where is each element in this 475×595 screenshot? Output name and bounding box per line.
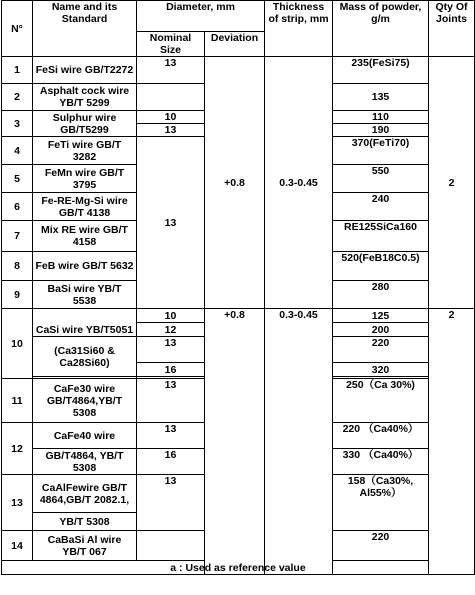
row-name: CaAlFewire GB/T 4864,GB/T 2082.1, xyxy=(33,475,137,513)
header-qty: Qty Of Joints xyxy=(429,1,475,57)
row-no: 1 xyxy=(2,57,33,84)
row-no: 10 xyxy=(2,309,33,379)
row-mass: 125 xyxy=(333,309,429,323)
row-nominal-size: 10 xyxy=(137,111,205,124)
table-row xyxy=(2,57,475,84)
footnote: a : Used as reference value xyxy=(2,561,475,575)
header-name: Name and its Standard xyxy=(33,1,137,57)
row-nominal-size: 13 xyxy=(137,475,205,531)
row-name: CaFe30 wire GB/T4864,YB/T 5308 xyxy=(33,379,137,423)
row-no: 2 xyxy=(2,84,33,111)
row-name: CaSi wire YB/T5051 xyxy=(33,309,137,337)
row-nominal-size: 13 xyxy=(137,423,205,449)
row-nominal-size: 13 xyxy=(137,379,205,423)
row-mass: 190 xyxy=(333,124,429,137)
group2-thickness: 0.3-0.45 xyxy=(265,309,333,575)
row-mass: 330 （Ca40%） xyxy=(333,449,429,475)
row-mass: 250（Ca 30%) xyxy=(333,379,429,423)
row-nominal-size: 16 xyxy=(137,449,205,475)
row-name-sub: (Ca31Si60 & Ca28Si60) xyxy=(33,337,137,377)
header-row xyxy=(2,1,475,32)
row-mass: 200 xyxy=(333,323,429,337)
header-mass: Mass of powder, g/m xyxy=(333,1,429,57)
header-thickness: Thickness of strip, mm xyxy=(265,1,333,57)
header-deviation: Deviation xyxy=(205,32,265,57)
row-no: 3 xyxy=(2,111,33,137)
wire-specification-table xyxy=(1,0,475,575)
row-mass: 220 xyxy=(333,531,429,561)
row-no: 12 xyxy=(2,423,33,475)
row-no: 8 xyxy=(2,252,33,281)
group2-deviation: +0.8 xyxy=(205,309,265,575)
row-no: 5 xyxy=(2,165,33,193)
header-diameter: Diameter, mm xyxy=(137,1,265,32)
row-nominal-size: 12 xyxy=(137,323,205,337)
row-mass: 220 xyxy=(333,337,429,363)
row-mass: 520(FeB18C0.5) xyxy=(333,252,429,281)
row-name: CaFe40 wire xyxy=(33,423,137,449)
group1-qty: 2 xyxy=(429,57,475,309)
row-mass: 370(FeTi70) xyxy=(333,137,429,165)
row-mass: 220 （Ca40%） xyxy=(333,423,429,449)
row-no: 4 xyxy=(2,137,33,165)
row-name: Asphalt cock wire YB/T 5299 xyxy=(33,84,137,111)
row-no: 9 xyxy=(2,281,33,309)
row-mass: 320 xyxy=(333,363,429,377)
row-nominal-size: 13 xyxy=(137,137,205,309)
row-nominal-size: 13 xyxy=(137,124,205,137)
row-name: FeMn wire GB/T 3795 xyxy=(33,165,137,193)
row-mass: 158（Ca30%, Al55%） xyxy=(333,475,429,531)
row-mass: RE125SiCa160 xyxy=(333,221,429,252)
row-nominal-size xyxy=(137,531,205,561)
row-mass: 135 xyxy=(333,84,429,111)
row-name: Sulphur wire GB/T5299 xyxy=(33,111,137,137)
header-nominal-size: Nominal Size xyxy=(137,32,205,57)
group1-deviation: +0.8 xyxy=(205,57,265,309)
row-name: FeTi wire GB/T 3282 xyxy=(33,137,137,165)
row-name: Mix RE wire GB/T 4158 xyxy=(33,221,137,252)
row-name: BaSi wire YB/T 5538 xyxy=(33,281,137,309)
row-mass: 110 xyxy=(333,111,429,124)
row-name: Fe-RE-Mg-Si wire GB/T 4138 xyxy=(33,193,137,221)
row-name: CaBaSi Al wire YB/T 067 xyxy=(33,531,137,561)
footnote-row xyxy=(2,561,475,575)
row-nominal-size: 13 xyxy=(137,337,205,363)
row-no: 11 xyxy=(2,379,33,423)
table-row xyxy=(2,309,475,323)
row-no: 14 xyxy=(2,531,33,561)
group2-qty: 2 xyxy=(429,309,475,575)
row-mass: 280 xyxy=(333,281,429,309)
row-nominal-size xyxy=(137,84,205,111)
row-nominal-size: 16 xyxy=(137,363,205,377)
row-name: FeSi wire GB/T2272 xyxy=(33,57,137,84)
row-mass: 235(FeSi75) xyxy=(333,57,429,84)
row-no: 13 xyxy=(2,475,33,531)
row-no: 6 xyxy=(2,193,33,221)
row-no: 7 xyxy=(2,221,33,252)
row-mass: 550 xyxy=(333,165,429,193)
document-page xyxy=(1,0,474,594)
row-name-sub: YB/T 5308 xyxy=(33,513,137,531)
header-no: N° xyxy=(2,1,33,57)
row-mass: 240 xyxy=(333,193,429,221)
group1-thickness: 0.3-0.45 xyxy=(265,57,333,309)
row-nominal-size: 10 xyxy=(137,309,205,323)
row-name: FeB wire GB/T 5632 xyxy=(33,252,137,281)
row-nominal-size: 13 xyxy=(137,57,205,84)
row-name-sub: GB/T4864, YB/T 5308 xyxy=(33,449,137,475)
